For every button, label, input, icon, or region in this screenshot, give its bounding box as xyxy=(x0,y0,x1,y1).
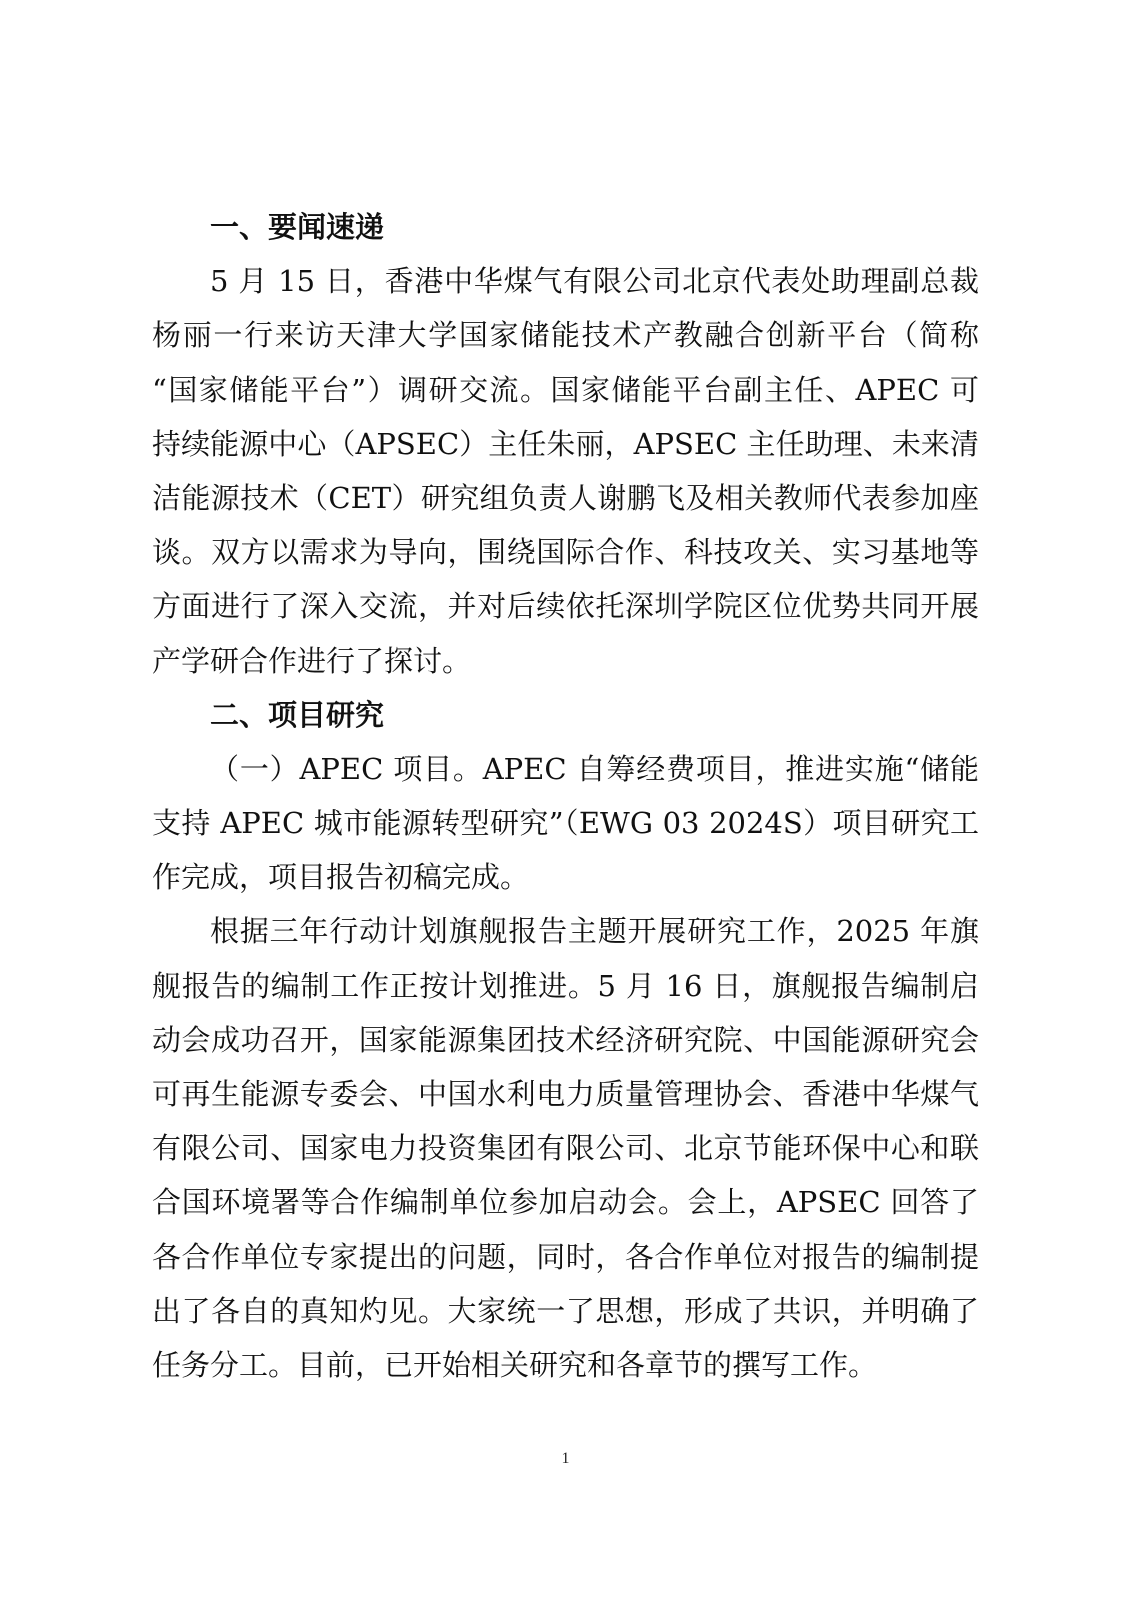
paragraph-line: 有限公司、国家电力投资集团有限公司、北京节能环保中心和联 xyxy=(152,1131,979,1166)
paragraph-line: 洁能源技术（CET）研究组负责人谢鹏飞及相关教师代表参加座 xyxy=(152,480,979,515)
paragraph-line: 动会成功召开，国家能源集团技术经济研究院、中国能源研究会 xyxy=(152,1022,979,1057)
paragraph-line: 根据三年行动计划旗舰报告主题开展研究工作，2025 年旗 xyxy=(210,914,979,949)
paragraph-flagship-report xyxy=(152,904,979,1392)
paragraph-line: 持续能源中心（APSEC）主任朱丽，APSEC 主任助理、未来清 xyxy=(152,426,979,461)
paragraph-line: 合国环境署等合作编制单位参加启动会。会上，APSEC 回答了 xyxy=(152,1185,979,1220)
page-number: 1 xyxy=(561,1450,570,1467)
section-heading-news: 一、要闻速递 xyxy=(210,210,385,244)
section-heading-research: 二、项目研究 xyxy=(210,697,385,732)
paragraph-news xyxy=(152,254,979,688)
paragraph-line: 谈。双方以需求为导向，围绕国际合作、科技攻关、实习基地等 xyxy=(152,535,979,570)
paragraph-line: “国家储能平台”）调研交流。国家储能平台副主任、APEC 可 xyxy=(152,372,979,407)
paragraph-line: 出了各自的真知灼见。大家统一了思想，形成了共识，并明确了 xyxy=(152,1293,979,1328)
paragraph-line: 作完成，项目报告初稿完成。 xyxy=(152,860,530,895)
paragraph-line: 方面进行了深入交流，并对后续依托深圳学院区位优势共同开展 xyxy=(152,589,979,624)
paragraph-line: 支持 APEC 城市能源转型研究”（EWG 03 2024S）项目研究工 xyxy=(152,806,979,841)
document-body xyxy=(152,200,979,1392)
paragraph-line: 各合作单位专家提出的问题，同时，各合作单位对报告的编制提 xyxy=(152,1239,979,1274)
paragraph-line: 可再生能源专委会、中国水利电力质量管理协会、香港中华煤气 xyxy=(152,1077,979,1111)
paragraph-line: 杨丽一行来访天津大学国家储能技术产教融合创新平台（简称 xyxy=(152,318,979,353)
paragraph-line: 产学研合作进行了探讨。 xyxy=(152,643,472,678)
paragraph-line: 5 月 15 日，香港中华煤气有限公司北京代表处助理副总裁 xyxy=(210,264,979,299)
paragraph-line: 舰报告的编制工作正按计划推进。5 月 16 日，旗舰报告编制启 xyxy=(152,968,979,1003)
paragraph-line: 任务分工。目前，已开始相关研究和各章节的撰写工作。 xyxy=(152,1347,878,1382)
paragraph-line: （一）APEC 项目。APEC 自筹经费项目，推进实施“储能 xyxy=(210,751,979,786)
paragraph-apec-project xyxy=(152,742,979,905)
